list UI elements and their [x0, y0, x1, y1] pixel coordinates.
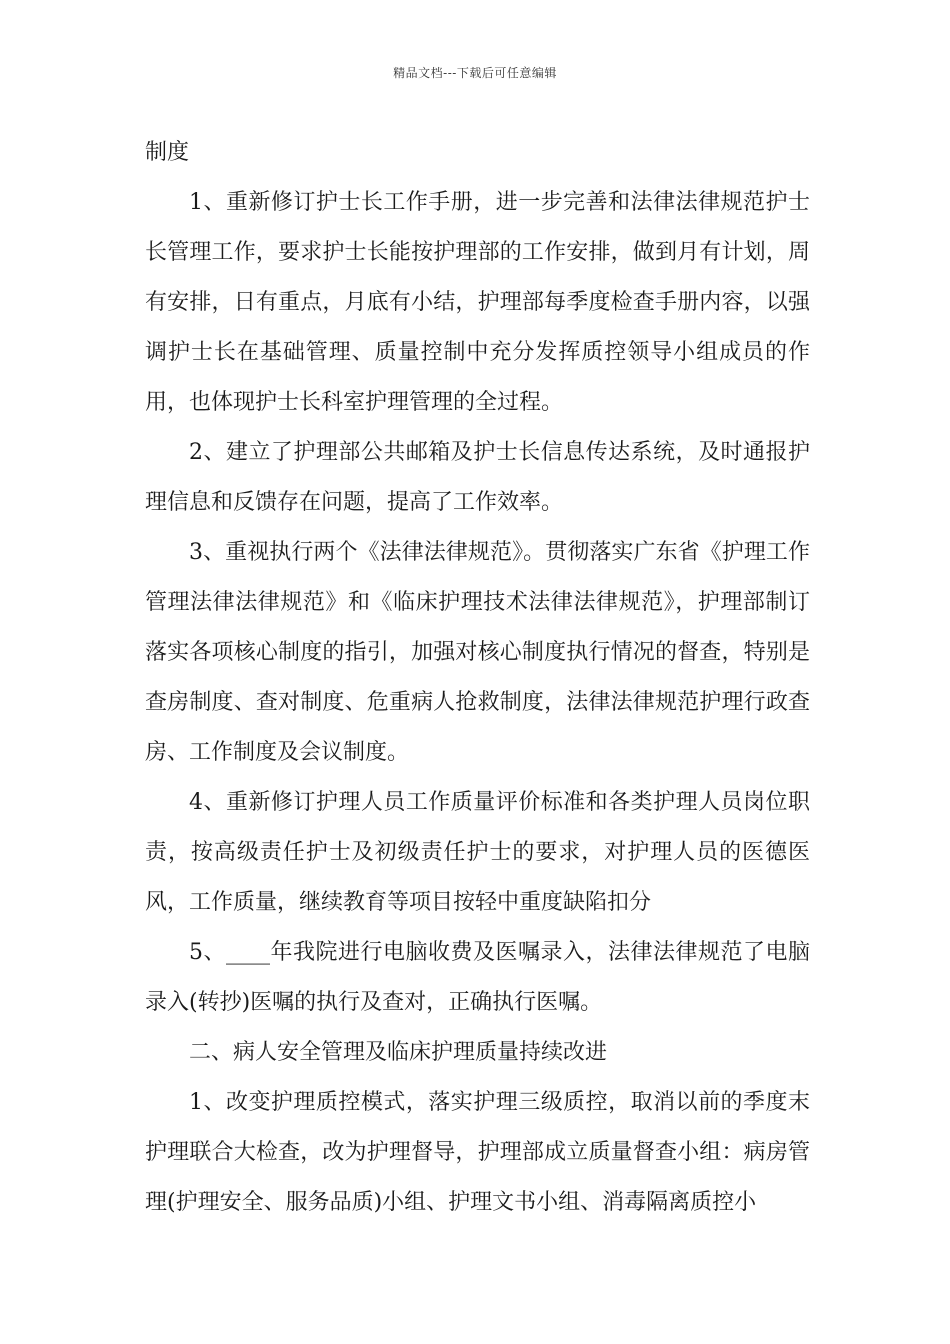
paragraph-section2-item-1: 1、改变护理质控模式，落实护理三级质控，取消以前的季度末护理联合大检查，改为护理督导，护理部成立质量督查小组：病房管理(护理安全、服务品质)小组、护理文书小组、消毒隔离质控小 — [145, 1090, 810, 1215]
document-body — [145, 128, 810, 1228]
section-heading-2: 二、病人安全管理及临床护理质量持续改进 — [189, 1040, 608, 1065]
paragraph-item-4: 4、重新修订护理人员工作质量评价标准和各类护理人员岗位职责，按高级责任护士及初级责任护士的要求，对护理人员的医德医风，工作质量，继续教育等项目按轻中重度缺陷扣分 — [145, 790, 810, 915]
paragraph-item-3: 3、重视执行两个《法律法律规范》。贯彻落实广东省《护理工作管理法律法律规范》和《临床护理技术法律法律规范》，护理部制订落实各项核心制度的指引，加强对核心制度执行情况的督查，特别是查房制度、查对制度、危重病人抢救制度，法律法律规范护理行政查房、工作制度及会议制度。 — [145, 540, 810, 765]
paragraph-item-2: 2、建立了护理部公共邮箱及护士长信息传达系统，及时通报护理信息和反馈存在问题，提高了工作效率。 — [145, 440, 810, 515]
paragraph-item-1: 1、重新修订护士长工作手册，进一步完善和法律法律规范护士长管理工作，要求护士长能按护理部的工作安排，做到月有计划，周有安排，日有重点，月底有小结，护理部每季度检查手册内容，以强调护士长在基础管理、质量控制中充分发挥质控领导小组成员的作用，也体现护士长科室护理管理的全过程。 — [145, 190, 810, 415]
paragraph-item-5: 5、____年我院进行电脑收费及医嘱录入，法律法律规范了电脑录入(转抄)医嘱的执行及查对，正确执行医嘱。 — [145, 940, 810, 1015]
page-header: 精品文档---下载后可任意编辑 — [393, 66, 557, 80]
paragraph-continuation: 制度 — [145, 140, 190, 165]
